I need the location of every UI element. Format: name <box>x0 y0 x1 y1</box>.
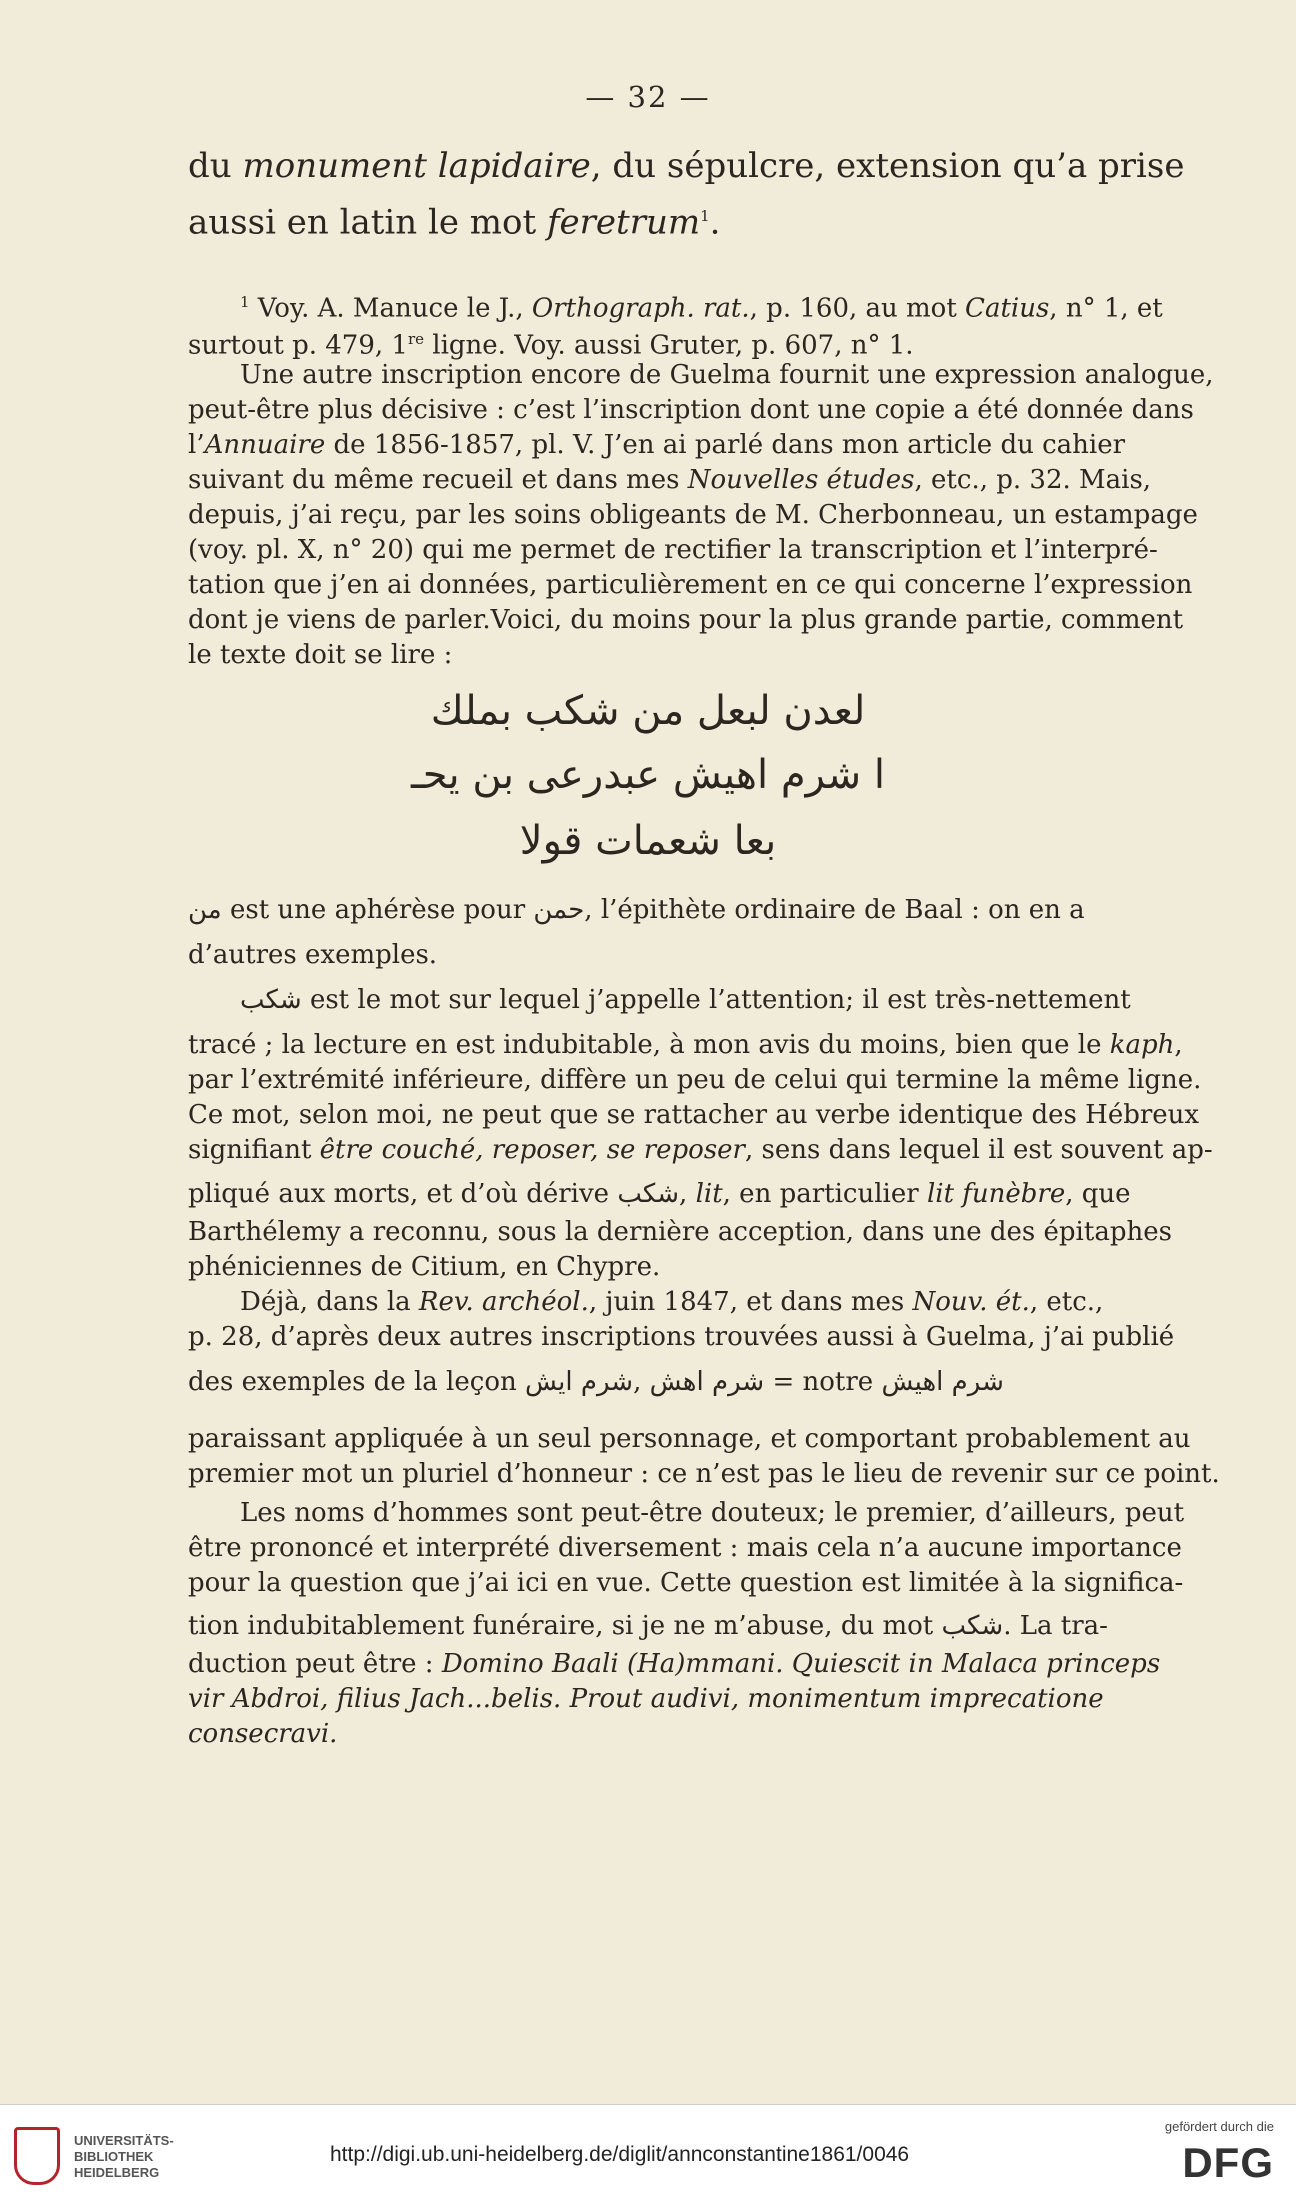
viewer-footer <box>0 2104 1296 2204</box>
inscription-line-2: ا شرم اهيش عبدرعى بن يحـ <box>410 752 886 798</box>
text-line: phéniciennes de Citium, en Chypre. <box>188 1252 661 1282</box>
text-line: (voy. pl. X, n° 20) qui me permet de rectifier la transcription et l’interpré- <box>188 535 1158 565</box>
text-line: duction peut être : Domino Baali (Ha)mmani. Quiescit in Malaca princeps <box>188 1649 1161 1679</box>
text-line: signifiant être couché, reposer, se reposer, sens dans lequel il est souvent ap- <box>188 1135 1213 1165</box>
text-line: premier mot un pluriel d’honneur : ce n’est pas le lieu de revenir sur ce point. <box>188 1459 1220 1489</box>
text-line: Déjà, dans la Rev. archéol., juin 1847, et dans mes Nouv. ét., etc., <box>240 1287 1104 1317</box>
funding-note: gefördert durch die <box>1164 2119 1274 2134</box>
page-number: — 32 — <box>585 80 711 114</box>
text-line: من est une aphérèse pour حمن, l’épithète ordinaire de Baal : on en a <box>188 895 1085 925</box>
text-line: dont je viens de parler.Voici, du moins pour la plus grande partie, comment <box>188 605 1184 635</box>
text-line: peut-être plus décisive : c’est l’inscription dont une copie a été donnée dans <box>188 395 1194 425</box>
footnote-line: surtout p. 479, 1re ligne. Voy. aussi Gruter, p. 607, n° 1. <box>188 330 914 361</box>
text-line: Barthélemy a reconnu, sous la dernière acception, dans une des épitaphes <box>188 1217 1172 1247</box>
text-line: vir Abdroi, filius Jach...belis. Prout audivi, monimentum imprecatione <box>188 1684 1104 1714</box>
text-line: pliqué aux morts, et d’où dérive شكب, lit, en particulier lit funèbre, que <box>188 1179 1131 1209</box>
text-line: être prononcé et interprété diversement : mais cela n’a aucune importance <box>188 1533 1182 1563</box>
text-line: tracé ; la lecture en est indubitable, à mon avis du moins, bien que le kaph, <box>188 1030 1183 1060</box>
text-line: depuis, j’ai reçu, par les soins obligeants de M. Cherbonneau, un estampage <box>188 500 1198 530</box>
text-line: d’autres exemples. <box>188 940 438 970</box>
inscription-line-3: بعا شعمات قولا <box>519 818 777 864</box>
text-line: l’Annuaire de 1856-1857, pl. V. J’en ai parlé dans mon article du cahier <box>188 430 1126 460</box>
inscription-line-1: لعدن لبعل من شكب بملك <box>430 688 866 734</box>
permalink-url[interactable]: http://digi.ub.uni-heidelberg.de/diglit/annconstantine1861/0046 <box>330 2143 910 2166</box>
text-line: Ce mot, selon moi, ne peut que se rattacher au verbe identique des Hébreux <box>188 1100 1200 1130</box>
text-line: le texte doit se lire : <box>188 640 453 670</box>
library-name: UNIVERSITÄTS- BIBLIOTHEK HEIDELBERG <box>74 2133 174 2180</box>
text-line: paraissant appliquée à un seul personnage, et comportant probablement au <box>188 1424 1191 1454</box>
text-line: suivant du même recueil et dans mes Nouvelles études, etc., p. 32. Mais, <box>188 465 1152 495</box>
text-line: des exemples de la leçon شرم ايش, شرم اهش = notre شرم اهيش <box>188 1367 1004 1397</box>
text-line: du monument lapidaire, du sépulcre, extension qu’a prise <box>188 146 1185 186</box>
text-line: tion indubitablement funéraire, si je ne m’abuse, du mot شكب. La tra- <box>188 1611 1108 1641</box>
dfg-logo: DFG <box>1182 2139 1274 2186</box>
text-line: tation que j’en ai données, particulièrement en ce qui concerne l’expression <box>188 570 1193 600</box>
text-line: consecravi. <box>188 1719 338 1749</box>
text-line: شكب est le mot sur lequel j’appelle l’attention; il est très-nettement <box>240 985 1131 1015</box>
text-line: Une autre inscription encore de Guelma fournit une expression analogue, <box>240 360 1214 390</box>
footnote-marker: 1 <box>700 207 710 225</box>
text-line: p. 28, d’après deux autres inscriptions trouvées aussi à Guelma, j’ai publié <box>188 1322 1175 1352</box>
text-line: pour la question que j’ai ici en vue. Cette question est limitée à la significa- <box>188 1568 1184 1598</box>
text-line: aussi en latin le mot feretrum$^1$. <box>188 202 721 243</box>
university-seal-icon <box>14 2127 60 2185</box>
footnote-line: $^1$ Voy. A. Manuce le J., Orthograph. rat., p. 160, au mot Catius, n° 1, et <box>240 293 1163 324</box>
text-line: Les noms d’hommes sont peut-être douteux; le premier, d’ailleurs, peut <box>240 1498 1185 1528</box>
text-line: par l’extrémité inférieure, diffère un peu de celui qui termine la même ligne. <box>188 1065 1202 1095</box>
